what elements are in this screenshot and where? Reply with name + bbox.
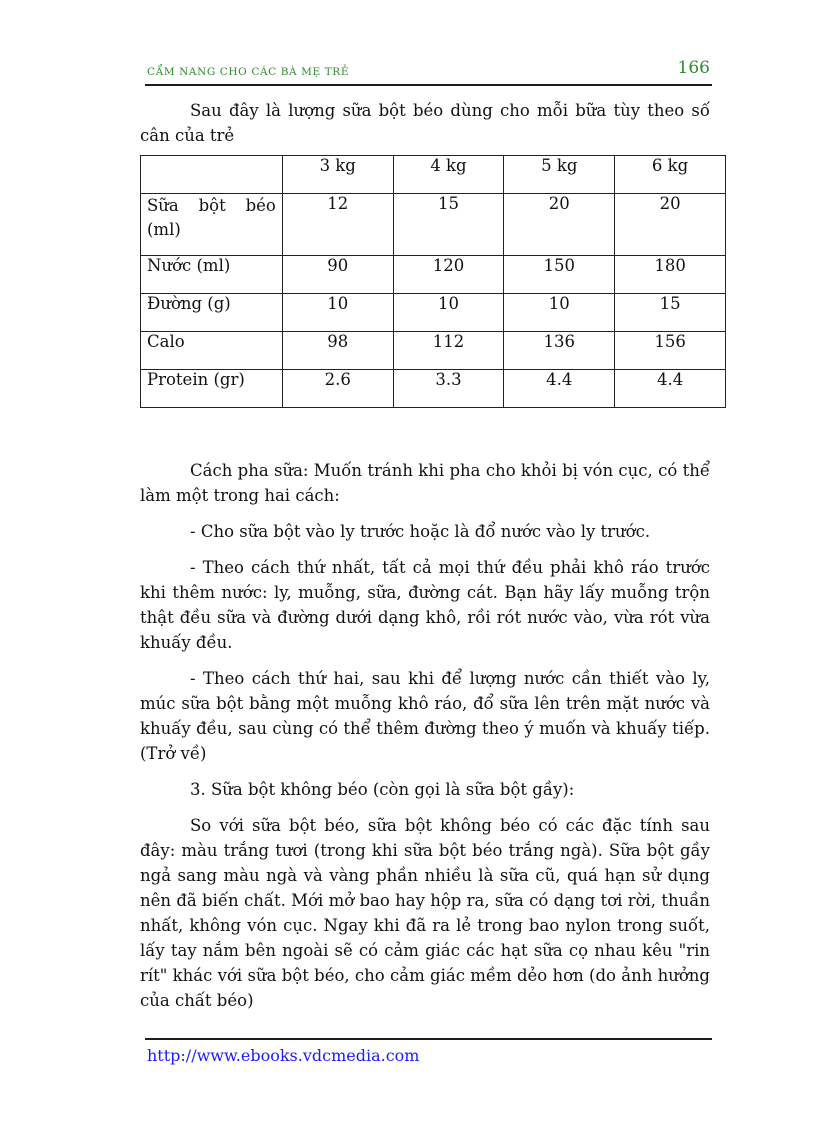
table-cell: 10 <box>393 294 504 332</box>
row-label: Đường (g) <box>141 294 283 332</box>
section-heading: 3. Sữa bột không béo (còn gọi là sữa bột gầy): <box>190 780 575 799</box>
table-cell: 10 <box>504 294 615 332</box>
table-cell: 98 <box>282 332 393 370</box>
table-cell: 3.3 <box>393 370 504 408</box>
table-header-cell <box>141 156 283 194</box>
paragraph: Cách pha sữa: Muốn tránh khi pha cho khỏi bị vón cục, có thể làm một trong hai cách: <box>140 461 710 505</box>
table-header-cell: 3 kg <box>282 156 393 194</box>
book-title: CẨM NANG CHO CÁC BÀ MẸ TRẺ <box>147 66 350 78</box>
table-row <box>141 256 726 294</box>
table-header-cell: 5 kg <box>504 156 615 194</box>
paragraph: - Theo cách thứ nhất, tất cả mọi thứ đều phải khô ráo trước khi thêm nước: ly, muỗng, sữa, đường cát. Bạn hãy lấy muỗng trộn thật đều sữa và đường dưới dạng khô, rồi rót nước vào, vừa rót vừa khuấy đều. <box>140 558 710 652</box>
table-row <box>141 370 726 408</box>
table-cell: 112 <box>393 332 504 370</box>
footer-divider <box>145 1038 712 1040</box>
paragraph: - Theo cách thứ hai, sau khi để lượng nước cần thiết vào ly, múc sữa bột bằng một muỗng khô ráo, đổ sữa lên trên mặt nước và khuấy đều, sau cùng có thể thêm đường theo ý muốn và khuấy tiếp.(Trở về) <box>140 669 710 763</box>
table-row <box>141 332 726 370</box>
table-row <box>141 294 726 332</box>
table-cell: 15 <box>393 194 504 256</box>
paragraph: So với sữa bột béo, sữa bột không béo có các đặc tính sau đây: màu trắng tươi (trong khi sữa bột béo trắng ngà). Sữa bột gầy ngả sang màu ngà và vàng phần nhiều là sữa cũ, quá hạn sử dụng nên đã biến chất. Mới mở bao hay hộp ra, sữa có dạng tơi rời, thuần nhất, không vón cục. Ngay khi đã ra lẻ trong bao nylon trong suốt, lấy tay nắm bên ngoài sẽ có cảm giác các hạt sữa cọ nhau kêu "rin rít" khác với sữa bột béo, cho cảm giác mềm dẻo hơn (do ảnh hưởng của chất béo) <box>140 816 710 1010</box>
table-cell: 180 <box>615 256 726 294</box>
table-cell: 90 <box>282 256 393 294</box>
table-cell: 150 <box>504 256 615 294</box>
table-cell: 20 <box>615 194 726 256</box>
page-number: 166 <box>677 58 710 78</box>
row-label: Protein (gr) <box>141 370 283 408</box>
table-cell: 15 <box>615 294 726 332</box>
table-cell: 4.4 <box>504 370 615 408</box>
table-cell: 120 <box>393 256 504 294</box>
row-label: Nước (ml) <box>141 256 283 294</box>
row-label: Calo <box>141 332 283 370</box>
row-label: Sữa bột béo (ml) <box>141 194 283 256</box>
table-header-cell: 4 kg <box>393 156 504 194</box>
milk-table <box>140 155 726 408</box>
intro-block <box>140 98 710 148</box>
table-cell: 10 <box>282 294 393 332</box>
table-cell: 12 <box>282 194 393 256</box>
footer-link[interactable]: http://www.ebooks.vdcmedia.com <box>147 1046 420 1065</box>
table-row <box>141 194 726 256</box>
table-cell: 2.6 <box>282 370 393 408</box>
table-header-cell: 6 kg <box>615 156 726 194</box>
intro-paragraph: Sau đây là lượng sữa bột béo dùng cho mỗi bữa tùy theo số cân của trẻ <box>140 101 710 145</box>
table-header-row <box>141 156 726 194</box>
table-cell: 4.4 <box>615 370 726 408</box>
table-cell: 156 <box>615 332 726 370</box>
paragraph: - Cho sữa bột vào ly trước hoặc là đổ nước vào ly trước. <box>190 522 651 541</box>
table-cell: 20 <box>504 194 615 256</box>
body-text <box>140 458 710 1024</box>
page-header <box>145 58 712 86</box>
table-cell: 136 <box>504 332 615 370</box>
